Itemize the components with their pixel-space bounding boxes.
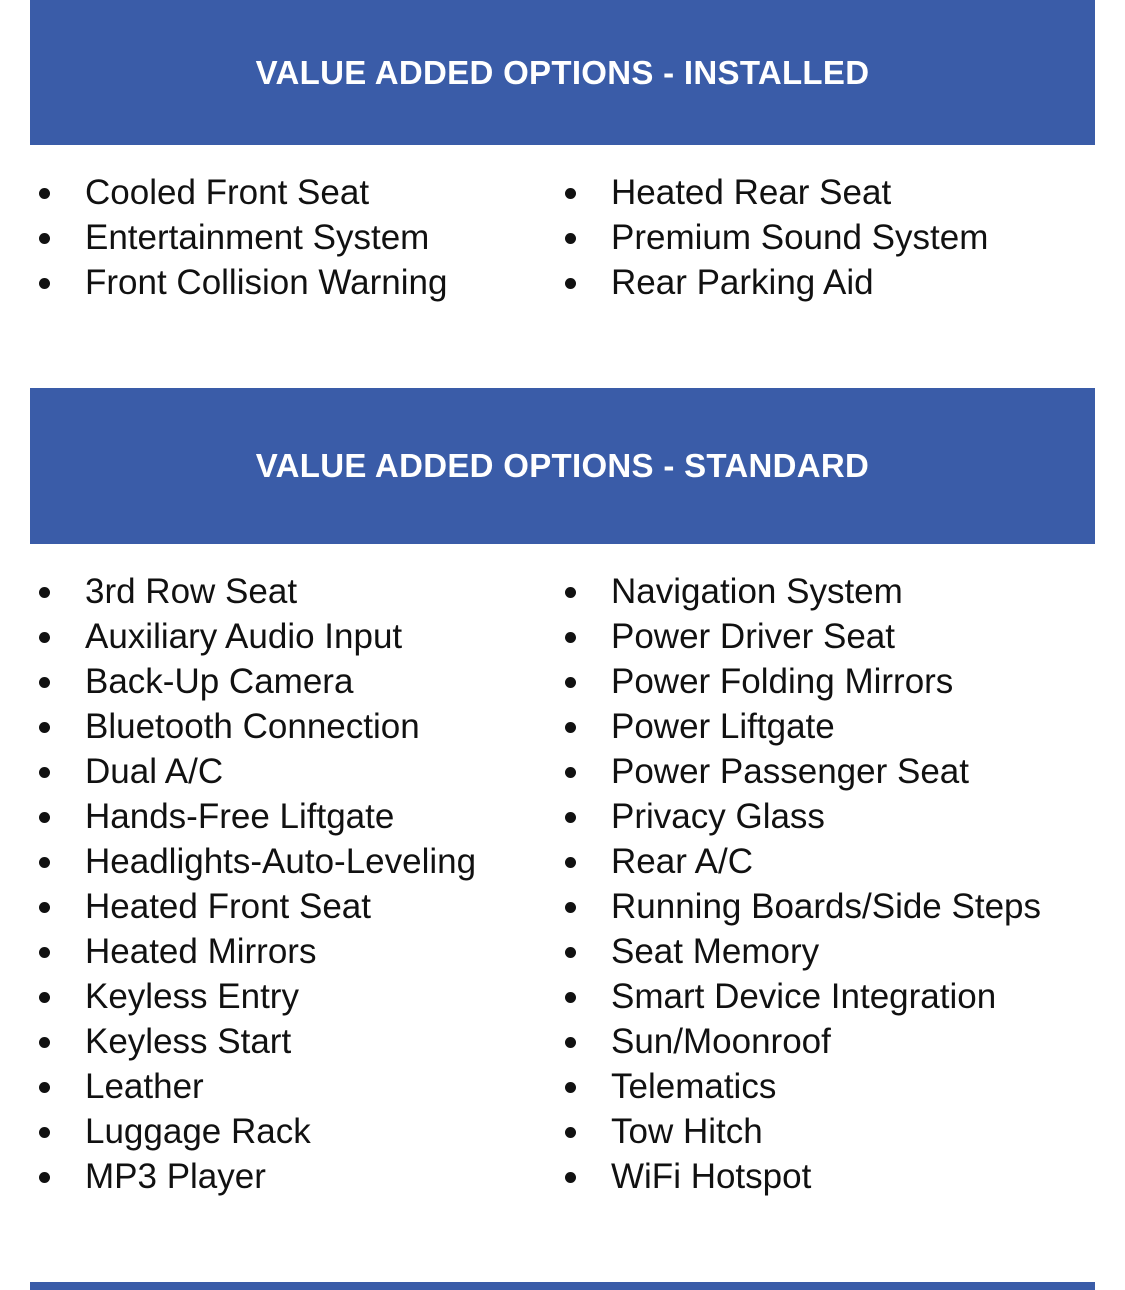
list-item [30, 569, 556, 614]
list-item [30, 929, 556, 974]
list-item [30, 614, 556, 659]
bullet-icon [39, 1172, 50, 1183]
bullet-icon [39, 188, 50, 199]
bullet-icon [39, 857, 50, 868]
list-item-label: Rear A/C [611, 842, 753, 881]
section-header-standard [30, 388, 1095, 544]
list-item [556, 659, 1095, 704]
bullet-icon [565, 1172, 576, 1183]
list-item [30, 1064, 556, 1109]
list-item-label: Tow Hitch [611, 1112, 763, 1151]
standard-right-column [556, 569, 1095, 1199]
list-item-label: Power Liftgate [611, 707, 835, 746]
bullet-icon [565, 902, 576, 913]
bullet-icon [565, 857, 576, 868]
list-item-label: Headlights-Auto-Leveling [85, 842, 477, 881]
list-item-label: Power Folding Mirrors [611, 662, 954, 701]
standard-left-column [30, 569, 556, 1199]
next-section-header [30, 1282, 1095, 1290]
section-header-installed [30, 0, 1095, 145]
list-item-label: Heated Front Seat [85, 887, 371, 926]
bullet-icon [39, 812, 50, 823]
installed-options-list [30, 170, 1095, 305]
list-item [556, 1019, 1095, 1064]
list-item [556, 569, 1095, 614]
list-item-label: Luggage Rack [85, 1112, 311, 1151]
installed-right-column [556, 170, 1095, 305]
list-item-label: Bluetooth Connection [85, 707, 420, 746]
list-item-label: Heated Mirrors [85, 932, 317, 971]
list-item-label: Navigation System [611, 572, 903, 611]
list-item-label: Dual A/C [85, 752, 224, 791]
installed-left-column [30, 170, 556, 305]
list-item-label: Hands-Free Liftgate [85, 797, 395, 836]
list-item [556, 749, 1095, 794]
bullet-icon [565, 278, 576, 289]
list-item-label: Back-Up Camera [85, 662, 354, 701]
bullet-icon [39, 902, 50, 913]
list-item [30, 659, 556, 704]
list-item [30, 1154, 556, 1199]
list-item [556, 1154, 1095, 1199]
list-item-label: Power Driver Seat [611, 617, 895, 656]
bullet-icon [565, 233, 576, 244]
list-item [556, 884, 1095, 929]
bullet-icon [565, 632, 576, 643]
bullet-icon [39, 1082, 50, 1093]
list-item [30, 974, 556, 1019]
list-item [556, 929, 1095, 974]
bullet-icon [565, 947, 576, 958]
list-item [30, 884, 556, 929]
bullet-icon [565, 1082, 576, 1093]
bullet-icon [39, 278, 50, 289]
list-item [556, 260, 1095, 305]
list-item-label: Keyless Start [85, 1022, 292, 1061]
list-item [30, 794, 556, 839]
list-item-label: MP3 Player [85, 1157, 266, 1196]
list-item-label: Front Collision Warning [85, 263, 448, 302]
list-item-label: Auxiliary Audio Input [85, 617, 403, 656]
bullet-icon [39, 1127, 50, 1138]
list-item-label: WiFi Hotspot [611, 1157, 812, 1196]
list-item [30, 1019, 556, 1064]
list-item-label: Heated Rear Seat [611, 173, 892, 212]
bullet-icon [565, 587, 576, 598]
bullet-icon [39, 632, 50, 643]
section-title-installed: VALUE ADDED OPTIONS - INSTALLED [255, 53, 870, 91]
list-item [30, 170, 556, 215]
list-item-label: Telematics [611, 1067, 777, 1106]
list-item-label: Cooled Front Seat [85, 173, 370, 212]
list-item-label: Smart Device Integration [611, 977, 997, 1016]
bullet-icon [39, 587, 50, 598]
list-item [30, 1109, 556, 1154]
bullet-icon [39, 233, 50, 244]
list-item [556, 1109, 1095, 1154]
list-item-label: Privacy Glass [611, 797, 825, 836]
bullet-icon [565, 677, 576, 688]
bullet-icon [39, 1037, 50, 1048]
bullet-icon [39, 677, 50, 688]
bullet-icon [565, 812, 576, 823]
bullet-icon [565, 1127, 576, 1138]
list-item [556, 215, 1095, 260]
list-item [30, 215, 556, 260]
list-item-label: Leather [85, 1067, 204, 1106]
list-item [556, 839, 1095, 884]
list-item-label: Rear Parking Aid [611, 263, 874, 302]
list-item [30, 749, 556, 794]
bullet-icon [39, 992, 50, 1003]
list-item-label: Keyless Entry [85, 977, 299, 1016]
bullet-icon [565, 188, 576, 199]
section-title-standard: VALUE ADDED OPTIONS - STANDARD [255, 447, 870, 484]
list-item-label: Entertainment System [85, 218, 430, 257]
list-item [30, 839, 556, 884]
standard-options-list [30, 569, 1095, 1199]
bullet-icon [39, 722, 50, 733]
list-item [556, 170, 1095, 215]
list-item [556, 614, 1095, 659]
list-item-label: Seat Memory [611, 932, 820, 971]
bullet-icon [39, 767, 50, 778]
list-item [30, 704, 556, 749]
list-item [556, 1064, 1095, 1109]
bullet-icon [565, 1037, 576, 1048]
list-item-label: 3rd Row Seat [85, 572, 298, 611]
list-item [556, 794, 1095, 839]
list-item-label: Sun/Moonroof [611, 1022, 831, 1061]
list-item [30, 260, 556, 305]
list-item [556, 704, 1095, 749]
list-item-label: Running Boards/Side Steps [611, 887, 1041, 926]
list-item-label: Premium Sound System [611, 218, 989, 257]
bullet-icon [565, 992, 576, 1003]
list-item-label: Power Passenger Seat [611, 752, 969, 791]
list-item [556, 974, 1095, 1019]
bullet-icon [565, 767, 576, 778]
bullet-icon [565, 722, 576, 733]
bullet-icon [39, 947, 50, 958]
